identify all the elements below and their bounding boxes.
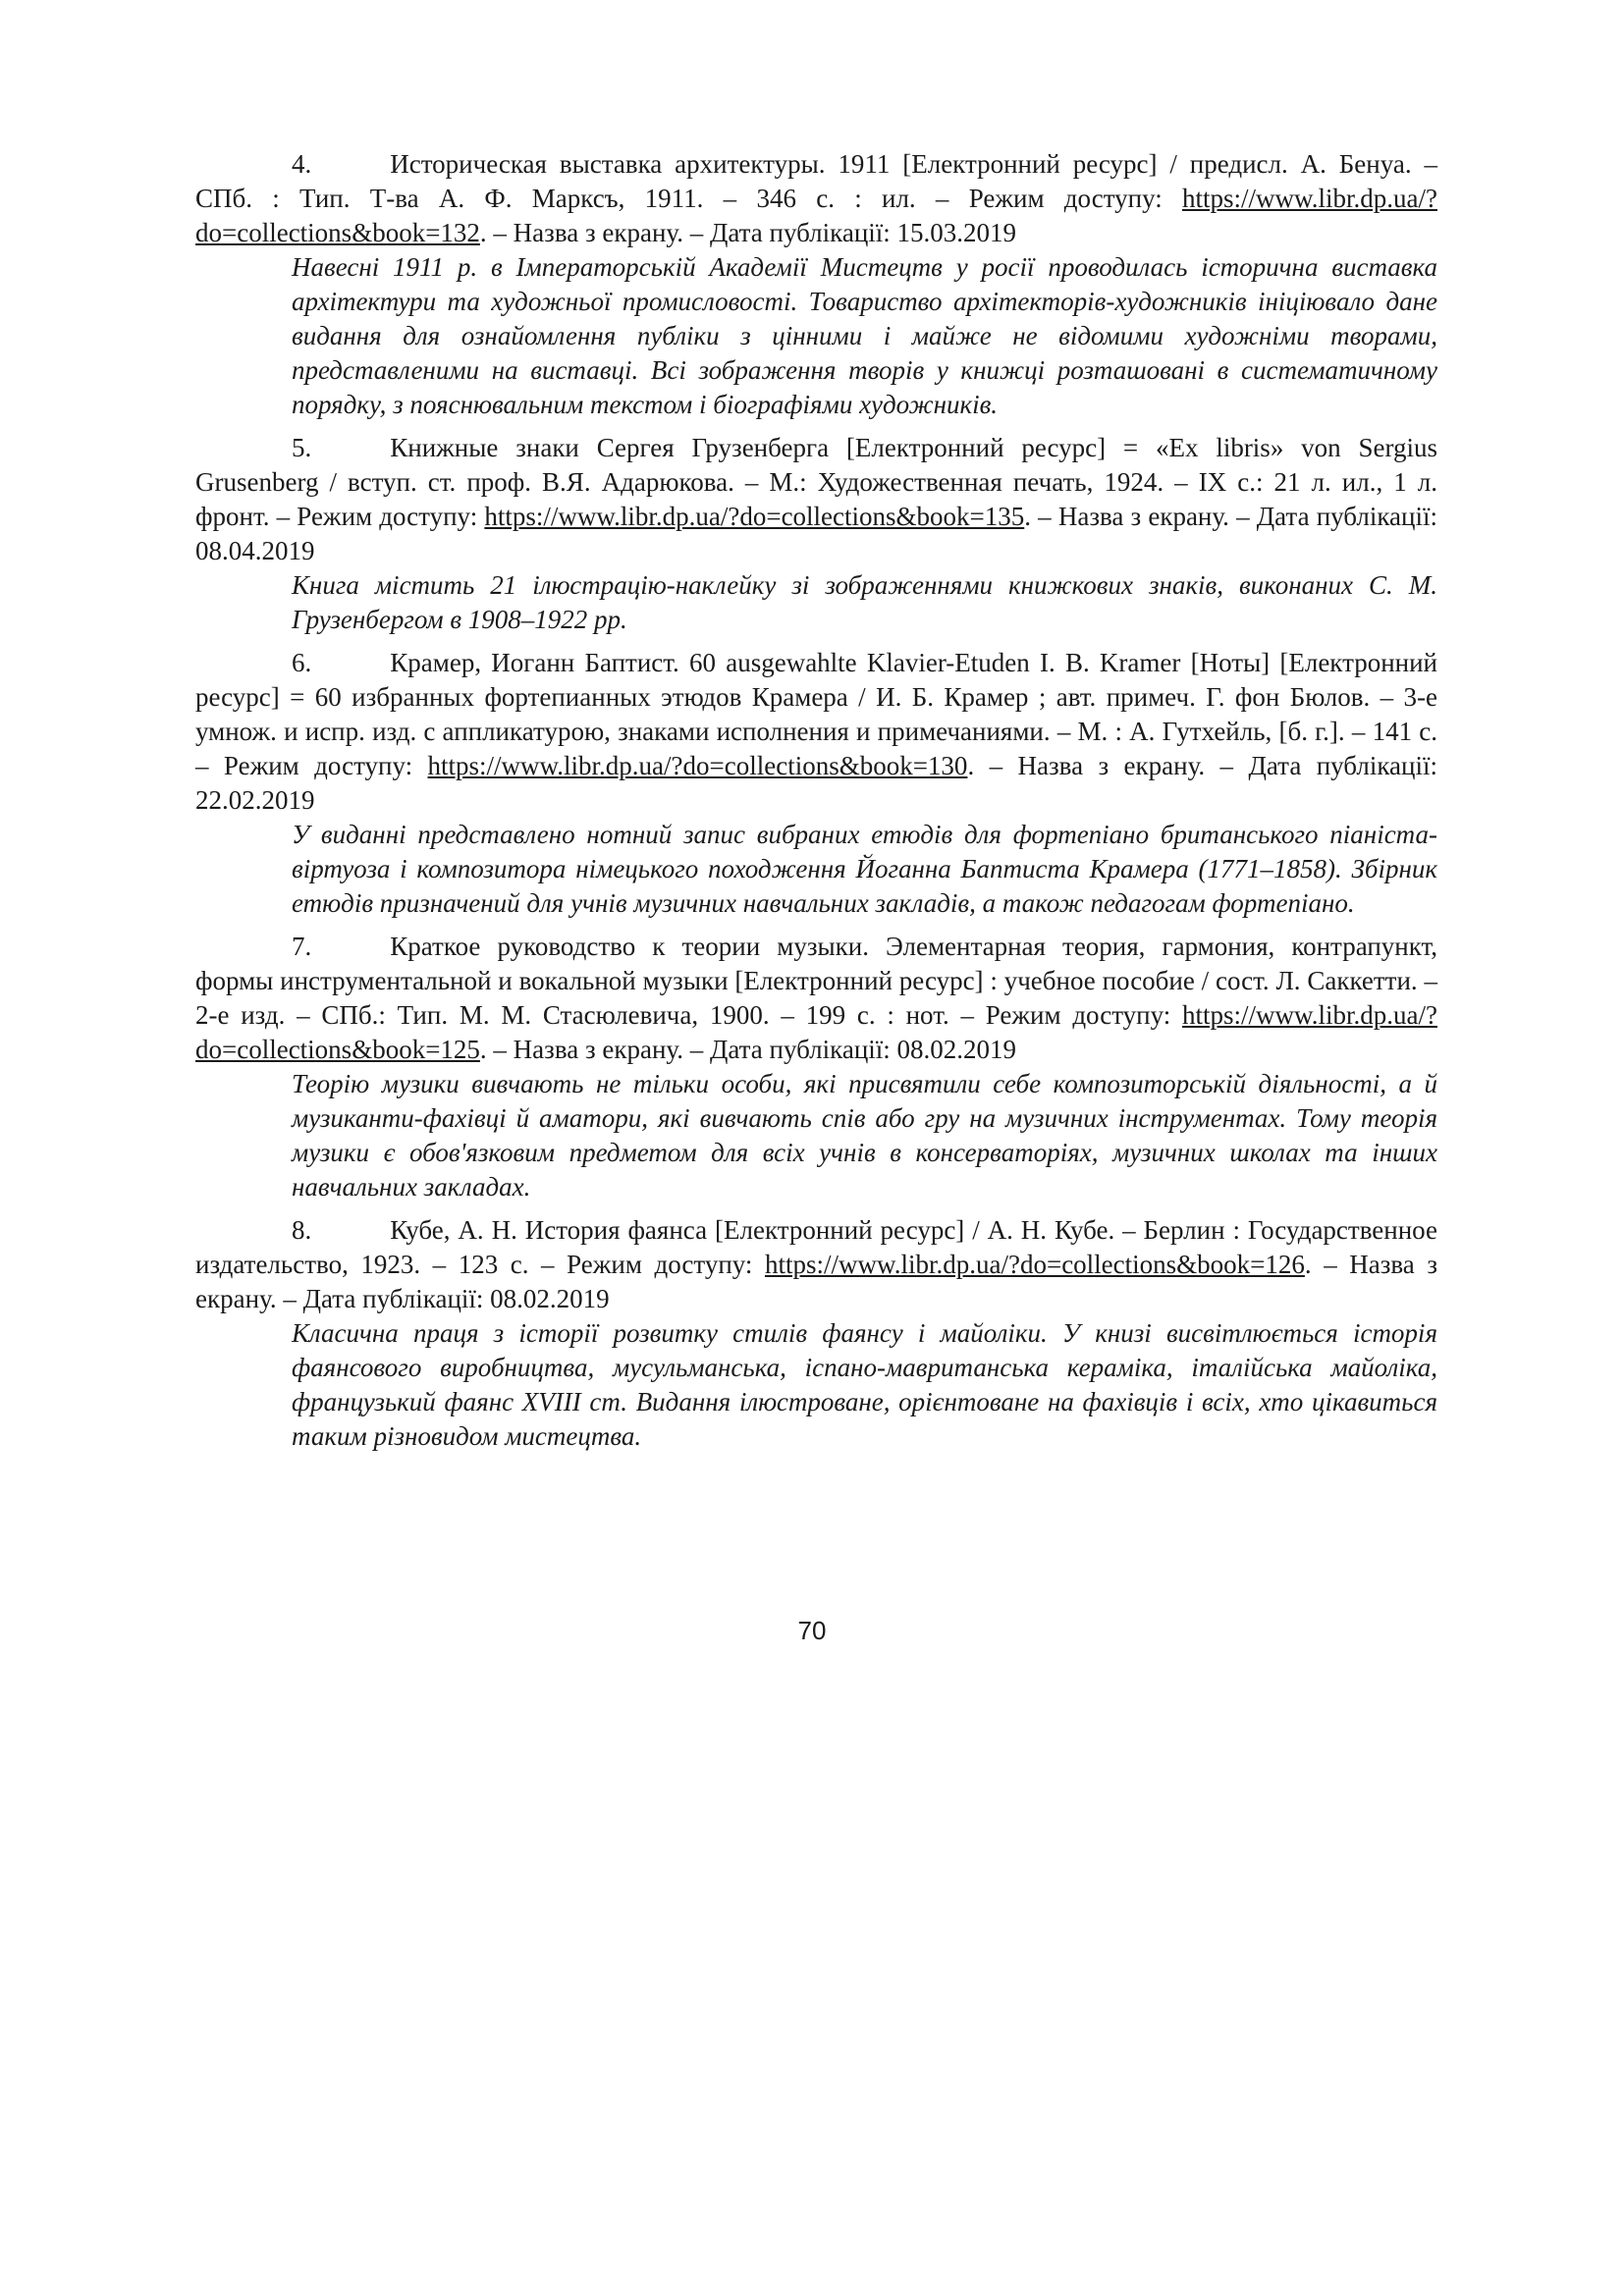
annotation: Класична праця з історії розвитку стилів фаянсу і майоліки. У книзі висвітлюється історія фаянсового виробництва, мусульманська, іспано-мавританська кераміка, італійська майоліка, французький фаянс XVIII ст. Видання ілюстроване, орієнтоване на фахівців і всіх, хто цікавиться таким різновидом мистецтва.	[292, 1318, 1437, 1451]
citation	[195, 147, 1437, 250]
entry-number: 5.	[292, 433, 312, 462]
citation	[195, 930, 1437, 1067]
citation-tail: . – Назва з екрану. – Дата публікації: 08.02.2019	[195, 1250, 1437, 1313]
annotation: Теорію музики вивчають не тільки особи, які присвятили себе композиторській діяльності, а й музиканти-фахівці й аматори, які вивчають спів або гру на музичних інструментах. Тому теорія музики є обов'язковим предметом для всіх учнів в консерваторіях, музичних школах та інших навчальних закладах.	[292, 1069, 1437, 1201]
bibliography-entry-5	[195, 431, 1437, 637]
bibliography-entry-8	[195, 1213, 1437, 1454]
citation-tail: . – Назва з екрану. – Дата публікації: 08.04.2019	[195, 502, 1437, 565]
collection-link[interactable]: https://www.libr.dp.ua/?do=collections&book=135	[484, 502, 1025, 531]
annotation: Книга містить 21 ілюстрацію-наклейку зі зображеннями книжкових знаків, виконаних С. М. Грузенбергом в 1908–1922 рр.	[292, 570, 1437, 634]
entry-number: 7.	[292, 932, 312, 961]
citation	[195, 646, 1437, 818]
citation-tail: . – Назва з екрану. – Дата публікації: 22.02.2019	[195, 751, 1437, 815]
bibliography-entry-6	[195, 646, 1437, 921]
entry-number: 6.	[292, 648, 312, 677]
entry-number: 4.	[292, 149, 312, 179]
collection-link[interactable]: https://www.libr.dp.ua/?do=collections&book=130	[427, 751, 968, 780]
citation-tail: . – Назва з екрану. – Дата публікації: 08.02.2019	[479, 1035, 1017, 1064]
bibliography-entry-7	[195, 930, 1437, 1204]
citation-text: Краткое руководство к теории музыки. Элементарная теория, гармония, контрапункт, формы инструментальной и вокальной музыки [Електронний ресурс] : учебное пособие / сост. Л. Саккетти. – 2-е изд. – СПб.: Тип. М. М. Стасюлевича, 1900. – 199 с. : нот. – Режим доступу:	[195, 932, 1437, 1030]
citation-text: Книжные знаки Сергея Грузенберга [Електронний ресурс] = «Ex libris» von Sergius Grusenberg / вступ. ст. проф. В.Я. Адарюкова. – М.: Художественная печать, 1924. – IX с.: 21 л. ил., 1 л. фронт. – Режим доступу:	[195, 433, 1437, 531]
annotation: Навесні 1911 р. в Імператорській Академії Мистецтв у росії проводилась історична виставка архітектури та художньої промисловості. Товариство архітекторів-художників ініціювало дане видання для ознайомлення публіки з цінними і майже не відомими художніми творами, представленими на виставці. Всі зображення творів у книжці розташовані в систематичному порядку, з пояснювальним текстом і біографіями художників.	[292, 252, 1437, 419]
collection-link[interactable]: https://www.libr.dp.ua/?do=collections&book=132	[195, 184, 1437, 247]
entry-number: 8.	[292, 1215, 312, 1245]
citation	[195, 431, 1437, 568]
citation-text: Историческая выставка архитектуры. 1911 [Електронний ресурс] / предисл. А. Бенуа. – СПб. : Тип. Т-ва А. Ф. Марксъ, 1911. – 346 с. : ил. – Режим доступу:	[195, 149, 1437, 213]
citation-tail: . – Назва з екрану. – Дата публікації: 15.03.2019	[479, 218, 1017, 247]
citation-text: Крамер, Иоганн Баптист. 60 ausgewahlte Klavier-Etuden I. B. Kramer [Ноты] [Електронний ресурс] = 60 избранных фортепианных этюдов Крамера / И. Б. Крамер ; авт. примеч. Г. фон Бюлов. – 3-е умнож. и испр. изд. с аппликатурою, знаками исполнения и примечаниями. – М. : А. Гутхейль, [б. г.]. – 141 с. – Режим доступу:	[195, 648, 1437, 780]
page-content	[195, 147, 1437, 1463]
citation-text: Кубе, А. Н. История фаянса [Електронний ресурс] / А. Н. Кубе. – Берлин : Государственное издательство, 1923. – 123 с. – Режим доступу:	[195, 1215, 1437, 1279]
collection-link[interactable]: https://www.libr.dp.ua/?do=collections&book=125	[195, 1000, 1437, 1064]
page-number: 70	[797, 1616, 827, 1645]
citation	[195, 1213, 1437, 1316]
collection-link[interactable]: https://www.libr.dp.ua/?do=collections&book=126	[764, 1250, 1305, 1279]
annotation: У виданні представлено нотний запис вибраних етюдів для фортепіано британського піаніста-віртуоза і композитора німецького походження Йоганна Баптиста Крамера (1771–1858). Збірник етюдів призначений для учнів музичних навчальних закладів, а також педагогам фортепіано.	[292, 820, 1437, 918]
bibliography-entry-4	[195, 147, 1437, 422]
